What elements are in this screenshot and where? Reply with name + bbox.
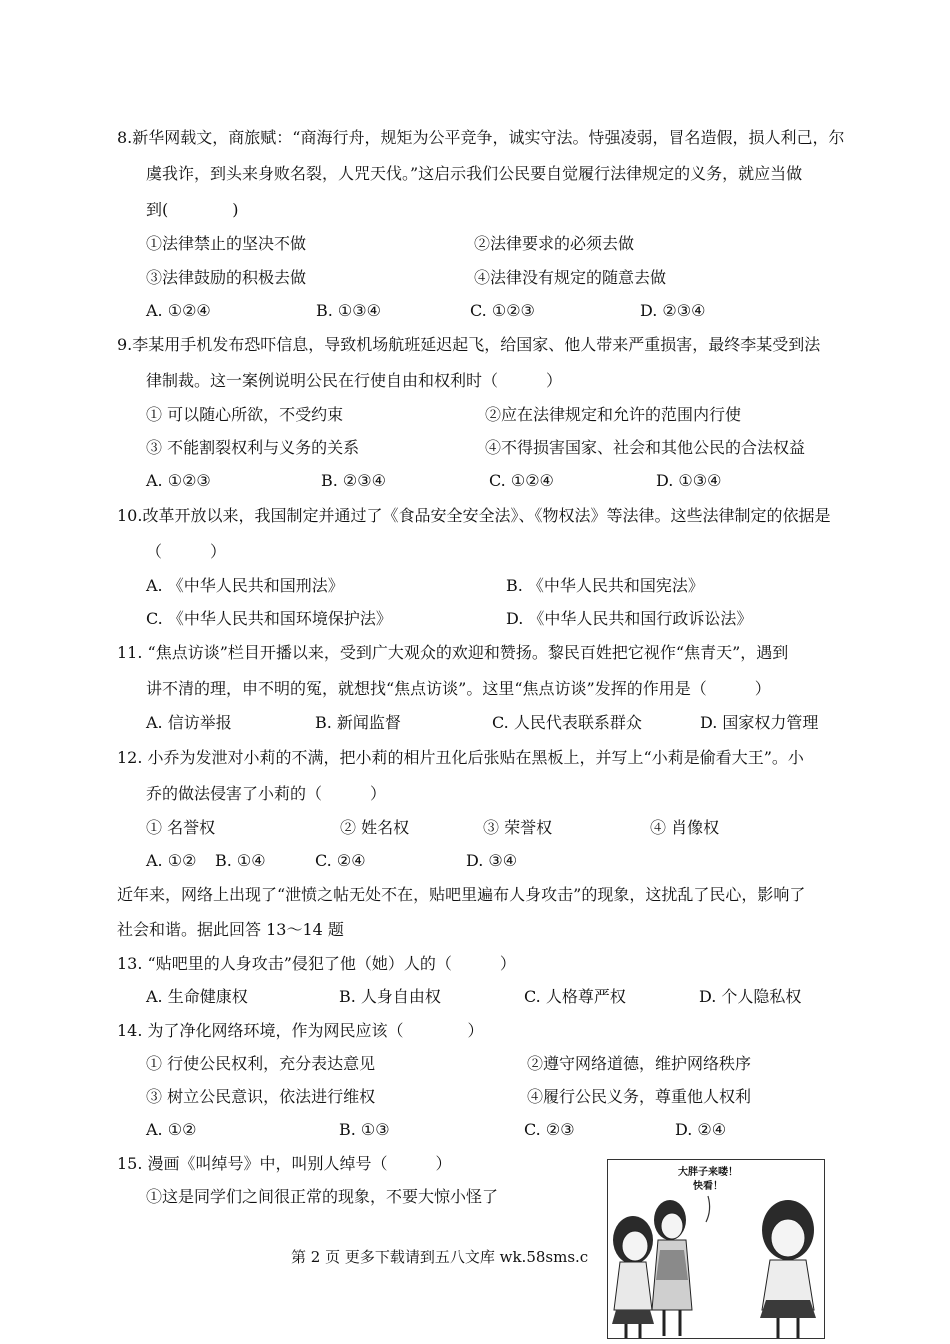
q8-stem-line3: 到( )	[146, 200, 239, 219]
q12-statement-4: ④ 肖像权	[650, 818, 720, 837]
q12-stem-line2: 乔的做法侵害了小莉的（ ）	[146, 784, 387, 803]
page-footer: 第 2 页 更多下载请到五八文库 wk.58sms.c	[291, 1248, 589, 1266]
q15-stem: 15. 漫画《叫绰号》中，叫别人绰号（ ）	[117, 1154, 452, 1173]
q9-stem-line2: 律制裁。这一案例说明公民在行使自由和权利时（ ）	[146, 371, 563, 390]
q12-stem-line1: 12. 小乔为发泄对小莉的不满，把小莉的相片丑化后张贴在黑板上，并写上“小莉是偷看大王”。小	[117, 748, 804, 767]
q10-stem-line2: （ ）	[146, 542, 227, 561]
q14-statement-2: ②遵守网络道德，维护网络秩序	[527, 1054, 752, 1073]
q8-choice-a: A. ①②④	[146, 301, 211, 320]
q14-choice-d: D. ②④	[675, 1120, 727, 1139]
q8-statement-2: ②法律要求的必须去做	[474, 234, 635, 253]
q13-choice-c: C. 人格尊严权	[524, 987, 626, 1006]
q12-statement-2: ② 姓名权	[340, 818, 410, 837]
q9-choice-b: B. ②③④	[321, 471, 386, 490]
q10-stem-line1: 10.改革开放以来，我国制定并通过了《食品安全安全法》、《物权法》等法律。这些法律制定的依据是	[117, 506, 831, 525]
q9-choice-d: D. ①③④	[656, 471, 722, 490]
q9-choice-c: C. ①②④	[489, 471, 554, 490]
q14-choice-b: B. ①③	[339, 1120, 390, 1139]
q10-choice-b: B. 《中华人民共和国宪法》	[506, 576, 704, 595]
q9-statement-2: ②应在法律规定和允许的范围内行使	[485, 405, 742, 424]
q12-choice-b: B. ①④	[215, 851, 266, 870]
q11-choice-a: A. 信访举报	[146, 713, 232, 732]
speech-line2: 快看！	[693, 1181, 723, 1192]
q9-statement-4: ④不得损害国家、社会和其他公民的合法权益	[485, 438, 806, 457]
intro-line1: 近年来，网络上出现了“泄愤之帖无处不在，贴吧里遍布人身攻击”的现象，这扰乱了民心，影响了	[117, 885, 806, 904]
q8-statement-1: ①法律禁止的坚决不做	[146, 234, 307, 253]
q8-choice-d: D. ②③④	[640, 301, 706, 320]
q8-stem-line1: 8.新华网载文，商旅赋：“商海行舟，规矩为公平竞争，诚实守法。恃强凌弱，冒名造假，损人利己，尔	[117, 128, 845, 147]
q12-choice-a: A. ①②	[146, 851, 197, 870]
q14-statement-3: ③ 树立公民意识，依法进行维权	[146, 1087, 376, 1106]
q10-choice-a: A. 《中华人民共和国刑法》	[146, 576, 344, 595]
q13-stem: 13. “贴吧里的人身攻击”侵犯了他（她）人的（ ）	[117, 954, 516, 973]
q9-statement-1: ① 可以随心所欲，不受约束	[146, 405, 344, 424]
speech-line1: 大胖子来喽！	[678, 1167, 738, 1178]
q11-stem-line2: 讲不清的理，申不明的冤，就想找“焦点访谈”。这里“焦点访谈”发挥的作用是（ ）	[146, 679, 771, 698]
girl-left-figure	[612, 1216, 654, 1338]
cartoon-drawing	[608, 1160, 825, 1339]
q11-choice-b: B. 新闻监督	[315, 713, 401, 732]
q14-choice-a: A. ①②	[146, 1120, 197, 1139]
q12-statement-1: ① 名誉权	[146, 818, 216, 837]
q10-choice-c: C. 《中华人民共和国环境保护法》	[146, 609, 392, 628]
q13-choice-a: A. 生命健康权	[146, 987, 248, 1006]
q14-statement-4: ④履行公民义务，尊重他人权利	[527, 1087, 752, 1106]
q14-stem: 14. 为了净化网络环境，作为网民应该（ ）	[117, 1021, 484, 1040]
q8-stem-line2: 虞我诈，到头来身败名裂，人咒天伐。”这启示我们公民要自觉履行法律规定的义务，就应当做	[146, 164, 803, 183]
q9-stem-line1: 9.李某用手机发布恐吓信息，导致机场航班延迟起飞，给国家、他人带来严重损害，最终李某受到法	[117, 335, 821, 354]
q14-choice-c: C. ②③	[524, 1120, 575, 1139]
q8-choice-c: C. ①②③	[470, 301, 535, 320]
q14-statement-1: ① 行使公民权利，充分表达意见	[146, 1054, 376, 1073]
q9-choice-a: A. ①②③	[146, 471, 211, 490]
q11-choice-c: C. 人民代表联系群众	[492, 713, 642, 732]
q11-choice-d: D. 国家权力管理	[700, 713, 819, 732]
girl-right-figure	[760, 1200, 816, 1338]
q8-choice-b: B. ①③④	[316, 301, 381, 320]
q8-statement-4: ④法律没有规定的随意去做	[474, 268, 667, 287]
q8-statement-3: ③法律鼓励的积极去做	[146, 268, 307, 287]
cartoon-image	[607, 1159, 825, 1339]
q13-choice-b: B. 人身自由权	[339, 987, 441, 1006]
q13-choice-d: D. 个人隐私权	[699, 987, 802, 1006]
intro-line2: 社会和谐。据此回答 13～14 题	[117, 920, 344, 939]
girl-middle-figure	[652, 1200, 692, 1336]
q9-statement-3: ③ 不能割裂权利与义务的关系	[146, 438, 360, 457]
q11-stem-line1: 11. “焦点访谈”栏目开播以来，受到广大观众的欢迎和赞扬。黎民百姓把它视作“焦青天”，遇到	[117, 643, 789, 662]
q15-statement-1: ①这是同学们之间很正常的现象，不要大惊小怪了	[146, 1187, 499, 1206]
q12-choice-c: C. ②④	[315, 851, 366, 870]
q12-choice-d: D. ③④	[466, 851, 518, 870]
q12-statement-3: ③ 荣誉权	[483, 818, 553, 837]
q10-choice-d: D. 《中华人民共和国行政诉讼法》	[506, 609, 753, 628]
